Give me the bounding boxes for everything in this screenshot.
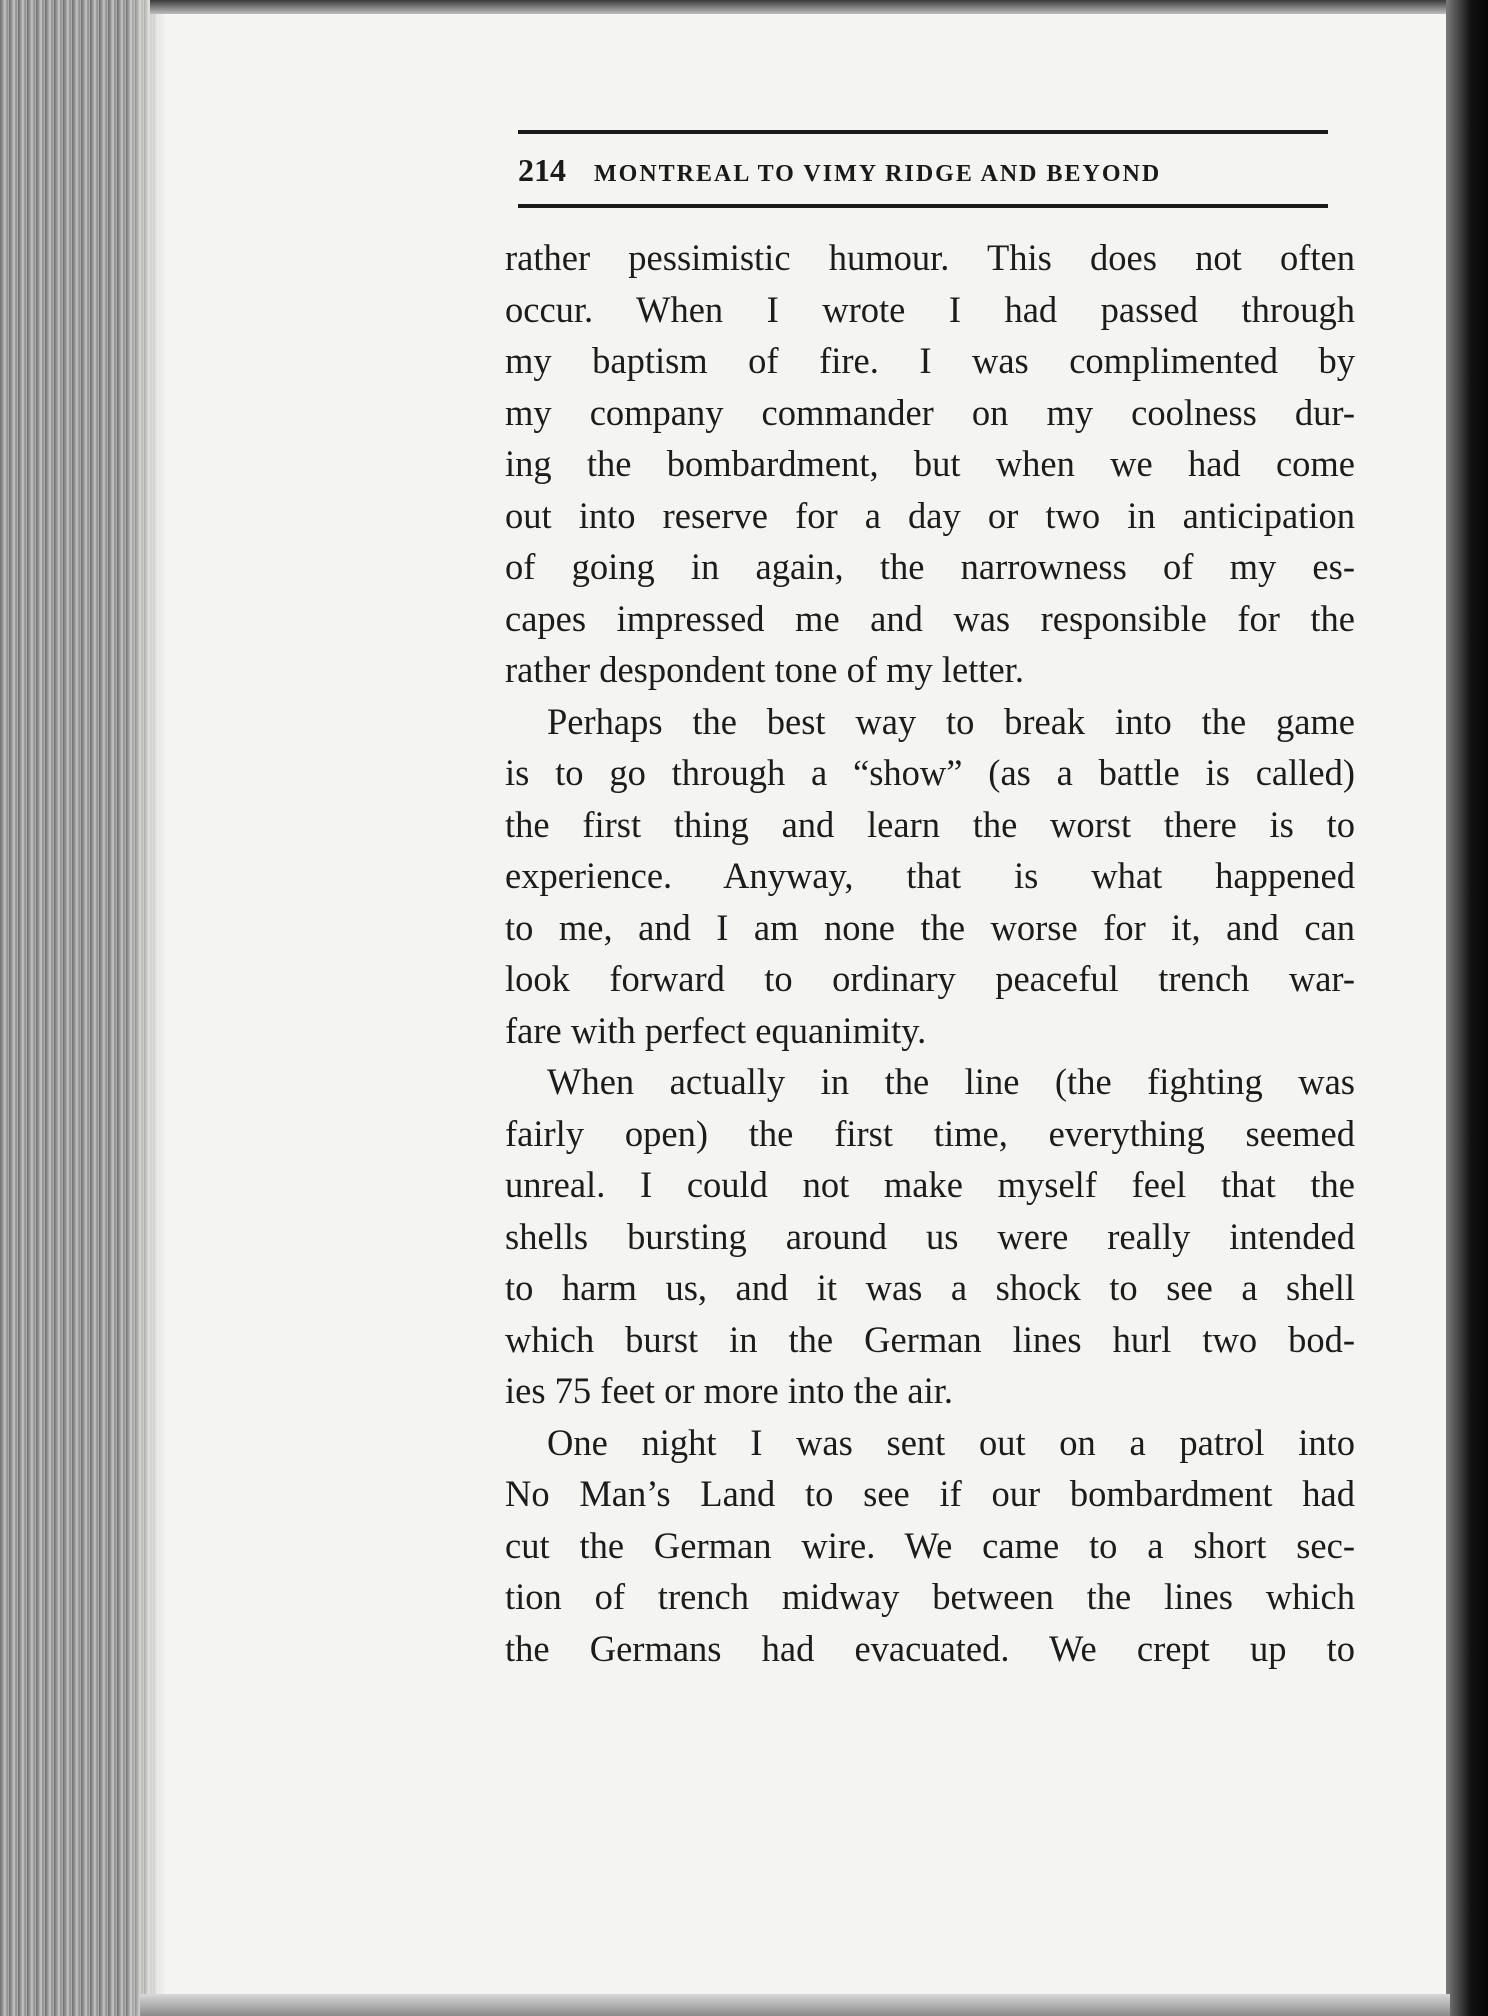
text-line: rather despondent tone of my letter.	[505, 649, 1024, 690]
scan-bottom-edge	[140, 1994, 1450, 2016]
text-line: to harm us, and it was a shock to see a shell	[505, 1267, 1355, 1308]
paragraph	[505, 232, 1355, 696]
text-line: is to go through a “show” (as a battle is called)	[505, 752, 1355, 793]
text-line: fairly open) the first time, everything seemed	[505, 1112, 1355, 1154]
text-line: look forward to ordinary peaceful trench war-	[505, 958, 1355, 999]
page-header	[518, 130, 1328, 208]
text-line: No Man’s Land to see if our bombardment had	[505, 1473, 1355, 1514]
paragraph	[505, 696, 1355, 1057]
scan-right-edge	[1446, 0, 1488, 2016]
text-line: When actually in the line (the fighting was	[547, 1061, 1355, 1102]
text-line: my baptism of fire. I was complimented by	[505, 340, 1355, 381]
text-line: of going in again, the narrowness of my es-	[505, 546, 1355, 587]
text-line: cut the German wire. We came to a short sec-	[505, 1524, 1355, 1566]
text-line: capes impressed me and was responsible for the	[505, 597, 1355, 639]
text-line: occur. When I wrote I had passed through	[505, 288, 1355, 330]
header-line	[518, 152, 1328, 189]
text-line: shells bursting around us were really intended	[505, 1215, 1355, 1257]
text-line: rather pessimistic humour. This does not often	[505, 237, 1355, 278]
text-line: to me, and I am none the worse for it, and can	[505, 906, 1355, 948]
text-line: the Germans had evacuated. We crept up to	[505, 1627, 1355, 1669]
text-line: One night I was sent out on a patrol into	[547, 1421, 1355, 1463]
text-line: ing the bombardment, but when we had come	[505, 443, 1355, 484]
text-line: unreal. I could not make myself feel that the	[505, 1164, 1355, 1205]
running-head: MONTREAL TO VIMY RIDGE AND BEYOND	[594, 161, 1162, 187]
text-line: my company commander on my coolness dur-	[505, 391, 1355, 433]
text-line: which burst in the German lines hurl two bod-	[505, 1318, 1355, 1360]
header-rule-top	[518, 130, 1328, 134]
scan-top-edge	[150, 0, 1488, 14]
text-line: the first thing and learn the worst there is to	[505, 803, 1355, 845]
header-rule-bottom	[518, 204, 1328, 208]
text-line: out into reserve for a day or two in anticipation	[505, 494, 1355, 536]
book-page-edges	[0, 0, 165, 2016]
paragraph	[505, 1417, 1355, 1675]
text-line: Perhaps the best way to break into the game	[547, 700, 1355, 742]
text-line: experience. Anyway, that is what happened	[505, 855, 1355, 896]
text-line: ies 75 feet or more into the air.	[505, 1370, 953, 1411]
text-line: tion of trench midway between the lines which	[505, 1576, 1355, 1617]
page-number: 214	[518, 152, 566, 188]
body-text	[505, 232, 1355, 1674]
paragraph	[505, 1056, 1355, 1417]
text-line: fare with perfect equanimity.	[505, 1009, 927, 1051]
